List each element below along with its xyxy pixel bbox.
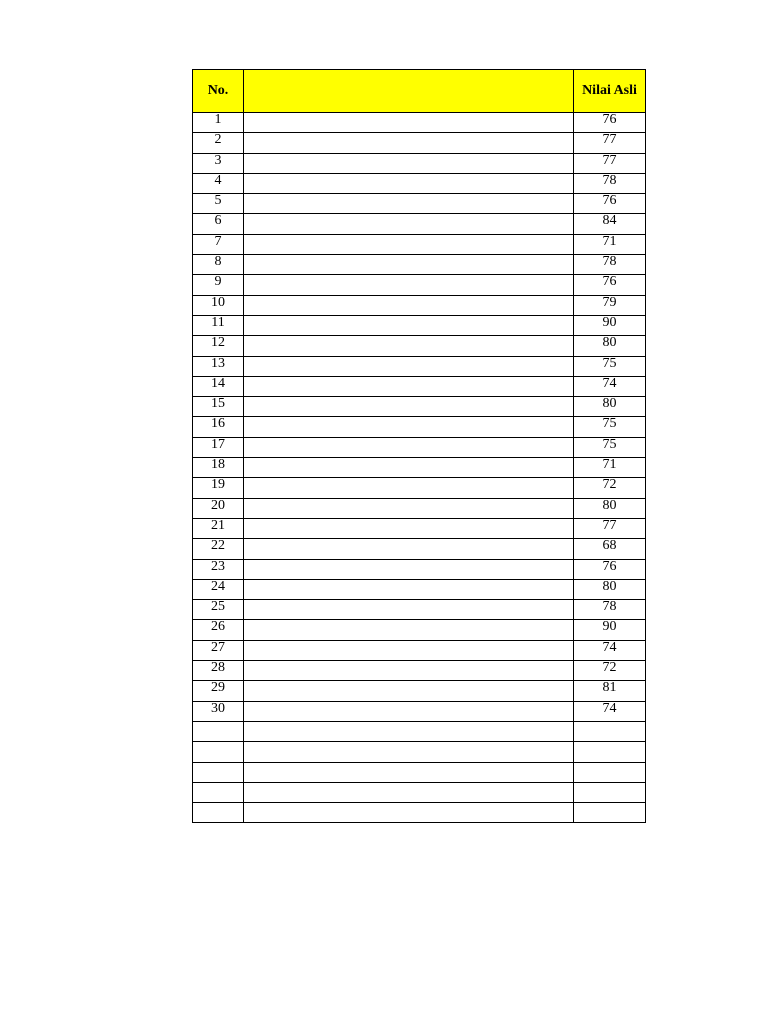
header-nilai-asli: Nilai Asli <box>574 70 646 113</box>
cell-name <box>244 539 574 559</box>
cell-nilai-asli: 84 <box>574 214 646 234</box>
cell-name <box>244 315 574 335</box>
cell-name <box>244 803 574 823</box>
table-row <box>193 782 646 802</box>
table-row <box>193 640 646 660</box>
cell-no: 7 <box>193 234 244 254</box>
cell-no: 28 <box>193 661 244 681</box>
cell-nilai-asli: 71 <box>574 234 646 254</box>
cell-name <box>244 600 574 620</box>
cell-no: 27 <box>193 640 244 660</box>
table-row <box>193 214 646 234</box>
table-row <box>193 417 646 437</box>
table-row <box>193 437 646 457</box>
cell-name <box>244 336 574 356</box>
table-row <box>193 701 646 721</box>
table-row <box>193 397 646 417</box>
cell-nilai-asli: 72 <box>574 661 646 681</box>
cell-name <box>244 417 574 437</box>
cell-nilai-asli: 78 <box>574 255 646 275</box>
table-row <box>193 336 646 356</box>
table-row <box>193 255 646 275</box>
cell-no: 13 <box>193 356 244 376</box>
cell-name <box>244 559 574 579</box>
cell-no: 10 <box>193 295 244 315</box>
table-row <box>193 721 646 741</box>
cell-nilai-asli: 72 <box>574 478 646 498</box>
cell-nilai-asli: 76 <box>574 194 646 214</box>
cell-nilai-asli <box>574 803 646 823</box>
cell-nilai-asli: 76 <box>574 559 646 579</box>
cell-no <box>193 762 244 782</box>
cell-name <box>244 661 574 681</box>
header-row <box>193 70 646 113</box>
cell-nilai-asli: 68 <box>574 539 646 559</box>
cell-no: 16 <box>193 417 244 437</box>
cell-no <box>193 803 244 823</box>
cell-nilai-asli: 74 <box>574 376 646 396</box>
table-row <box>193 458 646 478</box>
table-row <box>193 315 646 335</box>
cell-nilai-asli <box>574 742 646 762</box>
cell-name <box>244 579 574 599</box>
cell-nilai-asli: 80 <box>574 336 646 356</box>
cell-nilai-asli <box>574 721 646 741</box>
cell-name <box>244 762 574 782</box>
cell-nilai-asli: 78 <box>574 173 646 193</box>
cell-name <box>244 620 574 640</box>
cell-no: 30 <box>193 701 244 721</box>
cell-nilai-asli: 74 <box>574 640 646 660</box>
table-body <box>193 113 646 823</box>
cell-no: 6 <box>193 214 244 234</box>
table-row <box>193 559 646 579</box>
cell-name <box>244 194 574 214</box>
table-row <box>193 295 646 315</box>
cell-nilai-asli: 74 <box>574 701 646 721</box>
cell-no: 11 <box>193 315 244 335</box>
table-row <box>193 113 646 133</box>
table-row <box>193 356 646 376</box>
cell-nilai-asli: 71 <box>574 458 646 478</box>
table-row <box>193 539 646 559</box>
cell-no: 21 <box>193 518 244 538</box>
cell-name <box>244 478 574 498</box>
cell-no: 18 <box>193 458 244 478</box>
cell-no: 14 <box>193 376 244 396</box>
cell-nilai-asli: 75 <box>574 356 646 376</box>
cell-no: 20 <box>193 498 244 518</box>
cell-nilai-asli <box>574 762 646 782</box>
cell-no: 5 <box>193 194 244 214</box>
table-row <box>193 762 646 782</box>
cell-name <box>244 255 574 275</box>
cell-no: 9 <box>193 275 244 295</box>
cell-nilai-asli: 77 <box>574 518 646 538</box>
scores-table <box>192 69 646 823</box>
cell-name <box>244 173 574 193</box>
cell-no: 25 <box>193 600 244 620</box>
cell-name <box>244 356 574 376</box>
header-no: No. <box>193 70 244 113</box>
cell-no <box>193 742 244 762</box>
cell-name <box>244 721 574 741</box>
cell-name <box>244 214 574 234</box>
cell-name <box>244 153 574 173</box>
cell-no: 26 <box>193 620 244 640</box>
cell-no: 17 <box>193 437 244 457</box>
cell-name <box>244 681 574 701</box>
table-row <box>193 194 646 214</box>
cell-no <box>193 782 244 802</box>
cell-name <box>244 782 574 802</box>
table-row <box>193 600 646 620</box>
cell-name <box>244 295 574 315</box>
cell-name <box>244 376 574 396</box>
cell-name <box>244 397 574 417</box>
cell-nilai-asli: 90 <box>574 620 646 640</box>
cell-no: 23 <box>193 559 244 579</box>
cell-no: 12 <box>193 336 244 356</box>
table-row <box>193 173 646 193</box>
header-name <box>244 70 574 113</box>
cell-name <box>244 113 574 133</box>
cell-no: 15 <box>193 397 244 417</box>
cell-name <box>244 518 574 538</box>
table-row <box>193 518 646 538</box>
table-row <box>193 661 646 681</box>
cell-no: 3 <box>193 153 244 173</box>
table-row <box>193 275 646 295</box>
cell-nilai-asli <box>574 782 646 802</box>
cell-nilai-asli: 77 <box>574 153 646 173</box>
cell-no: 24 <box>193 579 244 599</box>
cell-nilai-asli: 79 <box>574 295 646 315</box>
cell-name <box>244 498 574 518</box>
cell-nilai-asli: 80 <box>574 397 646 417</box>
cell-nilai-asli: 81 <box>574 681 646 701</box>
cell-nilai-asli: 76 <box>574 113 646 133</box>
table-row <box>193 498 646 518</box>
cell-name <box>244 458 574 478</box>
cell-no: 2 <box>193 133 244 153</box>
cell-nilai-asli: 77 <box>574 133 646 153</box>
table-row <box>193 681 646 701</box>
table-row <box>193 579 646 599</box>
cell-nilai-asli: 80 <box>574 498 646 518</box>
cell-nilai-asli: 80 <box>574 579 646 599</box>
table-row <box>193 742 646 762</box>
table-row <box>193 478 646 498</box>
cell-name <box>244 275 574 295</box>
table-row <box>193 376 646 396</box>
cell-nilai-asli: 90 <box>574 315 646 335</box>
table-row <box>193 620 646 640</box>
cell-name <box>244 234 574 254</box>
cell-no: 8 <box>193 255 244 275</box>
cell-name <box>244 742 574 762</box>
cell-nilai-asli: 75 <box>574 437 646 457</box>
cell-no: 1 <box>193 113 244 133</box>
cell-no: 29 <box>193 681 244 701</box>
cell-name <box>244 640 574 660</box>
table-row <box>193 133 646 153</box>
cell-name <box>244 133 574 153</box>
table-row <box>193 803 646 823</box>
table-row <box>193 153 646 173</box>
cell-nilai-asli: 75 <box>574 417 646 437</box>
cell-nilai-asli: 78 <box>574 600 646 620</box>
cell-name <box>244 701 574 721</box>
cell-no: 4 <box>193 173 244 193</box>
cell-no <box>193 721 244 741</box>
cell-nilai-asli: 76 <box>574 275 646 295</box>
cell-name <box>244 437 574 457</box>
cell-no: 19 <box>193 478 244 498</box>
cell-no: 22 <box>193 539 244 559</box>
table-row <box>193 234 646 254</box>
